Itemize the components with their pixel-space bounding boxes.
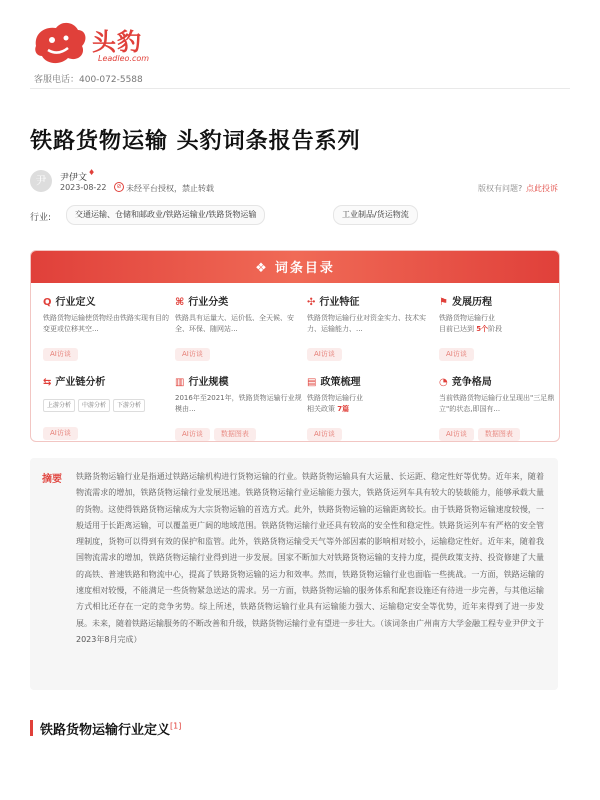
catalog-item-competition[interactable]: ◔ 竞争格局 当前铁路货物运输行业呈现出"三足鼎立"的状态,即国有... AI访谈 数据图表 [439,373,560,441]
industry-tag[interactable]: 交通运输、仓储和邮政业/铁路运输业/铁路货物运输 [66,205,265,225]
catalog-item-features[interactable]: ✣ 行业特征 铁路货物运输行业对资金实力、技术实力、运输能力、... AI访谈 [307,293,435,361]
catalog-item-chain[interactable]: ⇆ 产业链分析 上游分析 中游分析 下游分析 AI访谈 [43,373,171,440]
report-link[interactable]: 点此投诉 [526,184,558,193]
chip-downstream[interactable]: 下游分析 [113,399,145,412]
brand-name: 头豹 [92,28,142,56]
catalog-item-scale[interactable]: ▥ 行业规模 2016年至2021年，铁路货物运输行业规模由... AI访谈 数据图表 [175,373,303,441]
ai-interview-button[interactable]: AI访谈 [439,428,474,441]
flag-icon: ⚑ [439,297,448,308]
section-marker [30,720,33,736]
abstract-label: 摘要 [42,474,62,485]
industry-label: 行业: [30,213,52,223]
industry-tag[interactable]: 工业制品/货运物流 [333,205,418,225]
search-icon: Q [43,297,52,308]
service-phone: 客服电话：400-072-5588 [34,75,143,85]
chip-upstream[interactable]: 上游分析 [43,399,75,412]
features-icon: ✣ [307,297,316,308]
pie-chart-icon: ◔ [439,377,448,388]
catalog-title: ❖ 词条目录 [255,261,335,276]
abstract-panel [30,458,558,690]
forbidden-icon: ⊘ [114,182,124,192]
reference-link[interactable]: [1] [170,721,182,731]
hierarchy-icon: ⌘ [175,297,185,308]
catalog-panel [30,250,560,442]
ai-interview-button[interactable]: AI访谈 [175,428,210,441]
catalog-item-history[interactable]: ⚑ 发展历程 铁路货物运输行业 目前已达到 5个阶段 AI访谈 [439,293,560,361]
section-title: 铁路货物运输行业定义[1] [40,721,182,738]
catalog-item-policy[interactable]: ▤ 政策梳理 铁路货物运输行业 相关政策 7篇 AI访谈 [307,373,435,441]
document-icon: ▤ [307,377,317,388]
leopard-logo-icon [30,16,90,68]
verified-icon: ♦ [88,168,96,177]
page-title: 铁路货物运输 头豹词条报告系列 [30,129,361,154]
avatar: 尹 [30,170,52,192]
copyright-question: 版权有问题? [478,184,523,193]
publish-date: 2023-08-22 [60,183,107,192]
header-divider [30,88,570,89]
catalog-item-definition[interactable]: Q 行业定义 铁路货物运输使货物经由铁路实现有目的变更或位移其空... AI访谈 [43,293,171,361]
copyright-notice: 未经平台授权，禁止转载 [126,184,214,193]
ai-interview-button[interactable]: AI访谈 [175,348,210,361]
ai-interview-button[interactable]: AI访谈 [307,428,342,441]
chain-icon: ⇆ [43,377,52,388]
data-chart-button[interactable]: 数据图表 [478,428,520,441]
ai-interview-button[interactable]: AI访谈 [43,348,78,361]
catalog-item-classification[interactable]: ⌘ 行业分类 铁路具有运量大、运价低、全天候、安全、环保、随网站... AI访谈 [175,293,303,361]
author-name[interactable]: 尹伊文 [60,173,88,183]
brand-domain: Leadleo.com [98,54,150,63]
chip-midstream[interactable]: 中游分析 [78,399,110,412]
ai-interview-button[interactable]: AI访谈 [439,348,474,361]
data-chart-button[interactable]: 数据图表 [214,428,256,441]
abstract-text: 铁路货物运输行业是指通过铁路运输机构进行货物运输的行业。铁路货物运输具有大运量、长运距、稳定性好等优势。近年来，随着物流需求的增加，铁路货物运输行业发展迅速。铁路货物运输行业运输能力强大，铁路货运列车具有较大的装载能力，能够承载大量的货物。这使得铁路货物运输成为大宗货物运输的首选方式。此外，铁路货物运输的运输距离较长。由于铁路货物运输速度较慢，一般适用于长距离运输，可以覆盖更广阔的地域范围。铁路货物运输行业还具有较高的安全性和稳定性。铁路货运列车有严格的安全管理制度，货物可以得到有效的保护和监管。此外，铁路货物运输受天气等外部因素的影响相对较小，运输稳定性好。近年来，随着我国物流需求的增加，铁路货物运输行业得到进一步发展。国家不断加大对铁路货物运输的支持力度，提供政策支持、投资修建了大量的高铁、普速铁路和物流中心，提高了铁路货物运输的运力和效率。然而，铁路货物运输行业也面临一些挑战。一方面，铁路运输的速度相对较慢，不能满足一些货物紧急送达的需求。另一方面，铁路货物运输的服务体系和配套设施还有待进一步完善，与其他运输方式相比还存在一定的竞争劣势。综上所述，铁路货物运输行业具有运输能力强大、运输稳定安全等优势，近年来得到了进一步发展。未来，随着铁路运输服务的不断改善和升级，铁路货物运输行业有望进一步壮大。（该词条由广州南方大学金融工程专业尹伊文于2023年8月完成） [76,472,544,644]
ai-interview-button[interactable]: AI访谈 [307,348,342,361]
ai-interview-button[interactable]: AI访谈 [43,427,78,440]
bar-chart-icon: ▥ [175,377,185,388]
leopard-icon: ❖ [255,261,269,276]
